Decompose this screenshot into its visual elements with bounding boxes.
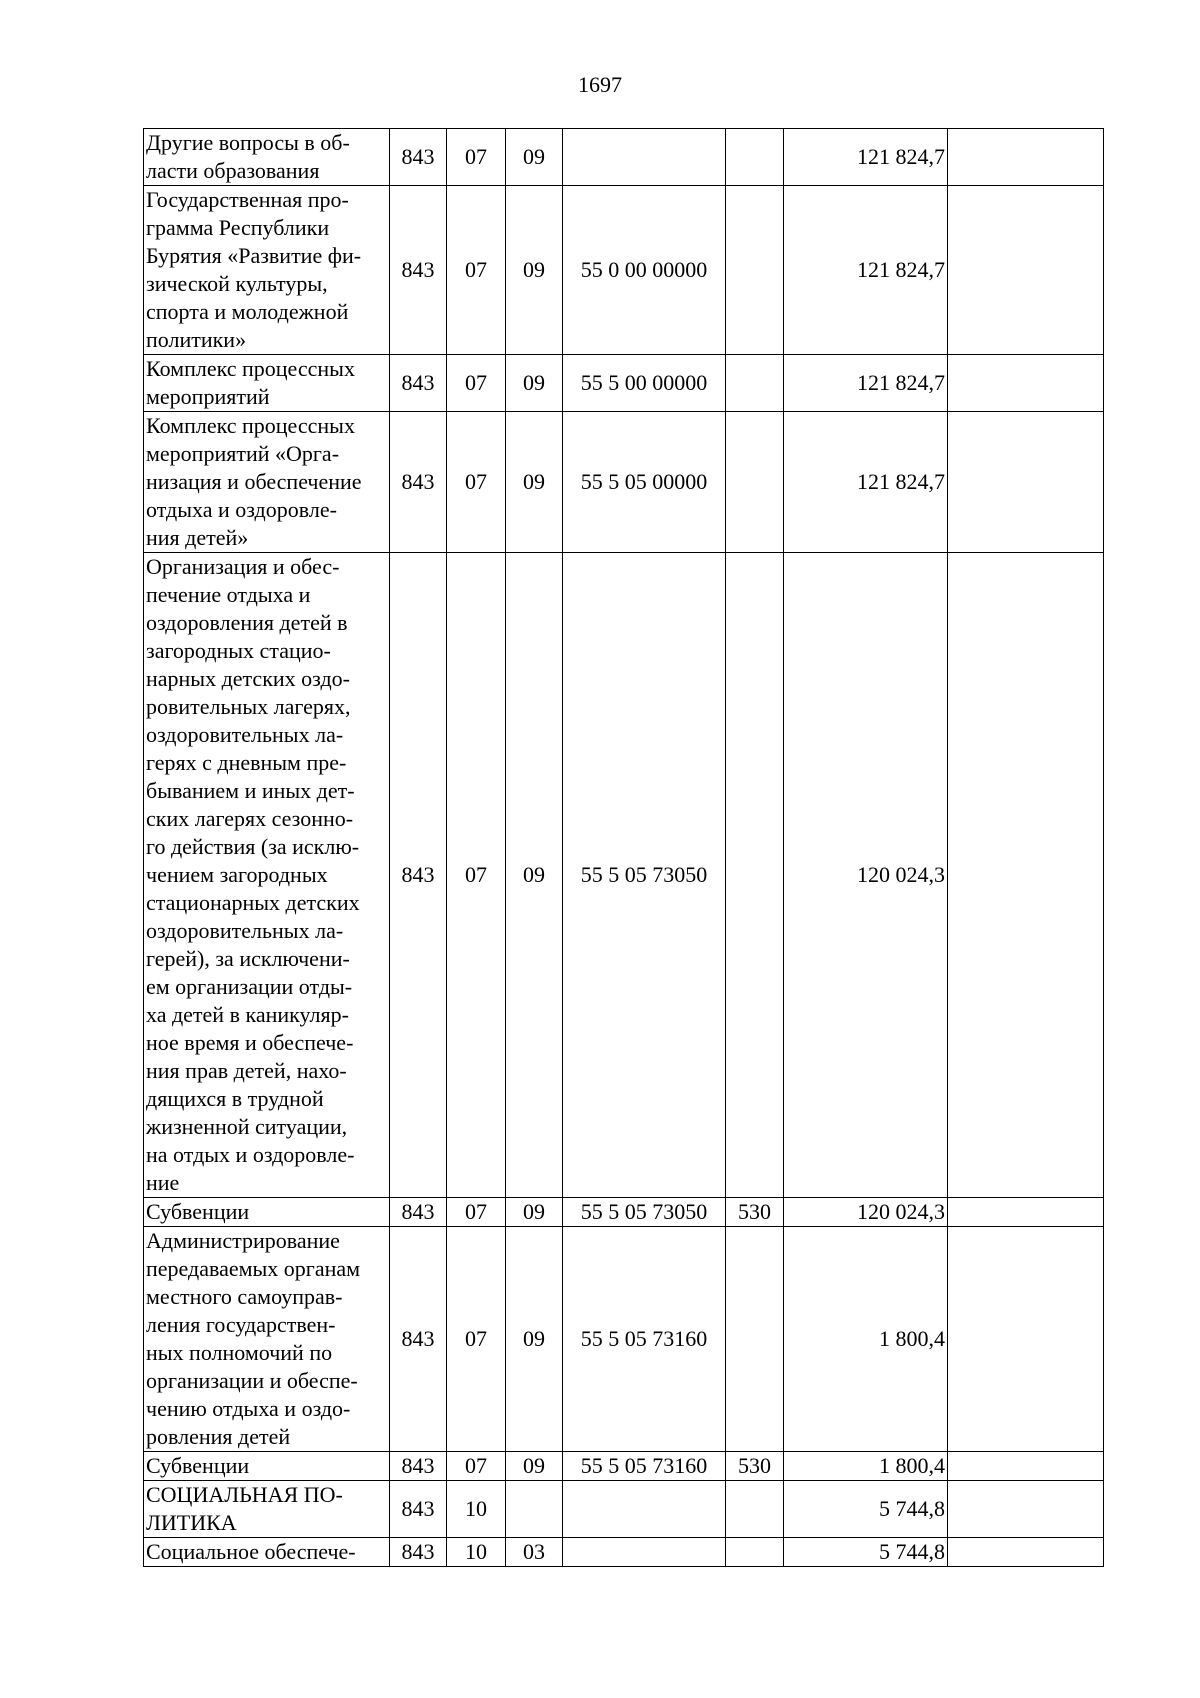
cell-subsection: 03 (506, 1538, 563, 1567)
description-line: чением загородных (146, 862, 328, 887)
description-line: оздоровления детей в (146, 610, 348, 635)
cell-ved: 843 (390, 129, 447, 186)
description-line: жизненной ситуации, (146, 1114, 348, 1139)
description-line: Комплекс процессных (146, 413, 355, 438)
cell-ved: 843 (390, 355, 447, 412)
description-line: Организация и обес- (146, 554, 340, 579)
page-number: 1697 (578, 72, 622, 97)
description-line: дящихся в трудной (146, 1086, 324, 1111)
description-line: низация и обеспечение (146, 469, 362, 494)
description-line: герях с дневным пре- (146, 750, 347, 775)
table-row (144, 1198, 1104, 1227)
description-line: ровления детей (146, 1424, 291, 1449)
table-row (144, 186, 1104, 355)
description-line: го действия (за исклю- (146, 834, 360, 859)
description-line: оздоровительных ла- (146, 722, 344, 747)
cell-target-article (563, 1481, 726, 1538)
cell-description (144, 1538, 390, 1567)
cell-amount: 121 824,7 (784, 412, 948, 553)
table-row (144, 1481, 1104, 1538)
description-line: ние (146, 1170, 180, 1195)
cell-amount: 120 024,3 (784, 1198, 948, 1227)
cell-section: 10 (447, 1538, 506, 1567)
cell-description (144, 355, 390, 412)
table-row (144, 412, 1104, 553)
cell-section: 07 (447, 1198, 506, 1227)
description-line: передаваемых органам (146, 1256, 361, 1281)
description-line: организации и обеспе- (146, 1368, 358, 1393)
cell-target-article: 55 5 05 73050 (563, 1198, 726, 1227)
cell-ved: 843 (390, 1452, 447, 1481)
description-line: Субвенции (146, 1453, 250, 1478)
description-line: отдыха и оздоровле- (146, 497, 337, 522)
cell-description (144, 129, 390, 186)
cell-subsection: 09 (506, 1452, 563, 1481)
cell-subsection: 09 (506, 1198, 563, 1227)
cell-expense-type (726, 412, 784, 553)
cell-expense-type (726, 1227, 784, 1452)
description-line: на отдых и оздоровле- (146, 1142, 355, 1167)
cell-extra (948, 1452, 1104, 1481)
cell-subsection (506, 1481, 563, 1538)
description-line: ления государствен- (146, 1312, 336, 1337)
description-line: ских лагерях сезонно- (146, 806, 354, 831)
cell-ved: 843 (390, 186, 447, 355)
cell-target-article: 55 5 05 00000 (563, 412, 726, 553)
description-line: быванием и иных дет- (146, 778, 355, 803)
cell-subsection: 09 (506, 129, 563, 186)
description-line: ем организации отды- (146, 974, 353, 999)
cell-subsection: 09 (506, 412, 563, 553)
cell-description (144, 1481, 390, 1538)
cell-extra (948, 129, 1104, 186)
cell-ved: 843 (390, 1538, 447, 1567)
cell-target-article (563, 1538, 726, 1567)
description-line: ласти образования (146, 158, 320, 183)
cell-subsection: 09 (506, 1227, 563, 1452)
cell-section: 07 (447, 129, 506, 186)
budget-table (143, 128, 1104, 1567)
cell-amount: 121 824,7 (784, 129, 948, 186)
description-line: оздоровительных ла- (146, 918, 344, 943)
cell-expense-type (726, 1481, 784, 1538)
cell-subsection: 09 (506, 355, 563, 412)
cell-subsection: 09 (506, 553, 563, 1198)
table-row (144, 355, 1104, 412)
table-body (144, 129, 1104, 1567)
cell-description (144, 412, 390, 553)
description-line: герей), за исключени- (146, 946, 350, 971)
table-row (144, 1227, 1104, 1452)
description-line: Бурятия «Развитие фи- (146, 243, 362, 268)
description-line: ния прав детей, нахо- (146, 1058, 347, 1083)
cell-description (144, 1452, 390, 1481)
cell-extra (948, 1538, 1104, 1567)
description-line: загородных стацио- (146, 638, 331, 663)
description-line: мероприятий (146, 384, 270, 409)
cell-expense-type (726, 129, 784, 186)
description-line: чению отдыха и оздо- (146, 1396, 351, 1421)
cell-expense-type: 530 (726, 1198, 784, 1227)
cell-amount: 1 800,4 (784, 1227, 948, 1452)
cell-expense-type (726, 186, 784, 355)
cell-section: 07 (447, 1227, 506, 1452)
cell-description (144, 1198, 390, 1227)
cell-section: 07 (447, 553, 506, 1198)
description-line: ных полномочий по (146, 1340, 333, 1365)
table-row (144, 553, 1104, 1198)
cell-section: 07 (447, 186, 506, 355)
description-line: грамма Республики (146, 215, 330, 240)
description-line: нарных детских оздо- (146, 666, 350, 691)
table-row (144, 129, 1104, 186)
description-line: политики» (146, 327, 247, 352)
cell-section: 07 (447, 355, 506, 412)
cell-amount: 5 744,8 (784, 1538, 948, 1567)
description-line: спорта и молодежной (146, 299, 349, 324)
description-line: СОЦИАЛЬНАЯ ПО- (146, 1482, 343, 1507)
description-line: Другие вопросы в об- (146, 130, 350, 155)
cell-ved: 843 (390, 1481, 447, 1538)
cell-extra (948, 355, 1104, 412)
cell-extra (948, 1227, 1104, 1452)
cell-extra (948, 412, 1104, 553)
cell-extra (948, 186, 1104, 355)
description-line: местного самоуправ- (146, 1284, 343, 1309)
cell-subsection: 09 (506, 186, 563, 355)
cell-section: 07 (447, 412, 506, 553)
description-line: ЛИТИКА (146, 1510, 237, 1535)
description-line: Субвенции (146, 1199, 250, 1224)
description-line: ное время и обеспече- (146, 1030, 354, 1055)
cell-description (144, 553, 390, 1198)
description-line: Администрирование (146, 1228, 340, 1253)
cell-extra (948, 553, 1104, 1198)
cell-expense-type: 530 (726, 1452, 784, 1481)
cell-target-article: 55 5 05 73050 (563, 553, 726, 1198)
cell-amount: 121 824,7 (784, 186, 948, 355)
description-line: Комплекс процессных (146, 356, 355, 381)
cell-section: 10 (447, 1481, 506, 1538)
cell-amount: 120 024,3 (784, 553, 948, 1198)
description-line: Государственная про- (146, 187, 349, 212)
cell-target-article: 55 0 00 00000 (563, 186, 726, 355)
description-line: зической культуры, (146, 271, 328, 296)
cell-expense-type (726, 355, 784, 412)
description-line: мероприятий «Орга- (146, 441, 340, 466)
cell-target-article: 55 5 00 00000 (563, 355, 726, 412)
description-line: Социальное обеспече- (146, 1539, 356, 1564)
cell-amount: 1 800,4 (784, 1452, 948, 1481)
cell-extra (948, 1198, 1104, 1227)
cell-section: 07 (447, 1452, 506, 1481)
cell-target-article: 55 5 05 73160 (563, 1227, 726, 1452)
description-line: ха детей в каникуляр- (146, 1002, 349, 1027)
cell-extra (948, 1481, 1104, 1538)
cell-ved: 843 (390, 1227, 447, 1452)
description-line: ровительных лагерях, (146, 694, 351, 719)
description-line: печение отдыха и (146, 582, 311, 607)
cell-description (144, 1227, 390, 1452)
description-line: ния детей» (146, 525, 249, 550)
cell-expense-type (726, 1538, 784, 1567)
cell-amount: 5 744,8 (784, 1481, 948, 1538)
cell-target-article: 55 5 05 73160 (563, 1452, 726, 1481)
cell-ved: 843 (390, 1198, 447, 1227)
cell-target-article (563, 129, 726, 186)
table-row (144, 1538, 1104, 1567)
table-row (144, 1452, 1104, 1481)
description-line: стационарных детских (146, 890, 360, 915)
cell-ved: 843 (390, 412, 447, 553)
cell-amount: 121 824,7 (784, 355, 948, 412)
cell-description (144, 186, 390, 355)
cell-expense-type (726, 553, 784, 1198)
cell-ved: 843 (390, 553, 447, 1198)
